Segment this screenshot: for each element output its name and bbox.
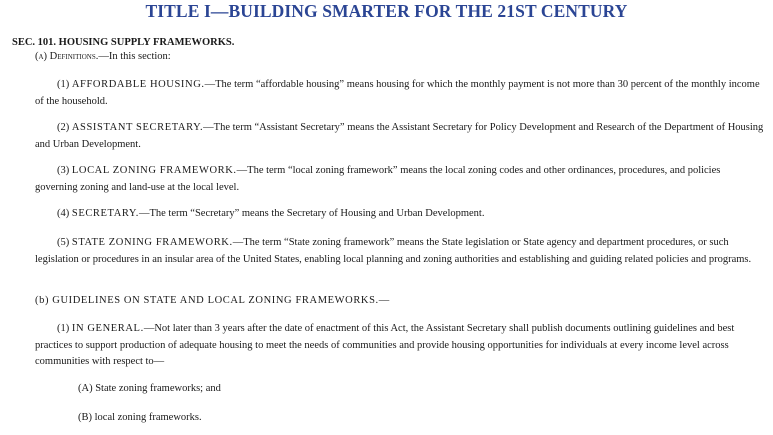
definition-item xyxy=(35,120,765,153)
definition-term: STATE ZONING FRAMEWORK. xyxy=(71,237,233,248)
definition-text: —The term “State zoning framework” means the State legislation or State agency and department procedures, or such legislation or procedures in an insular area of the United States, enabling local planning and zoning authorities and establishing and guiding related policies and programs. xyxy=(35,237,752,265)
subitem-b: (B) local zoning frameworks. xyxy=(78,412,202,423)
definitions-intro: —In this section: xyxy=(98,51,171,62)
general-text: —Not later than 3 years after the date of enactment of this Act, the Assistant Secretary shall publish documents outlining guidelines and best practices to support production of adequate housing to meet the needs of communities and provide housing opportunities for individuals at every income level across communities with respect to— xyxy=(35,323,735,367)
definitions-label: (a) Definitions. xyxy=(35,51,99,62)
definition-term: ASSISTANT SECRETARY. xyxy=(71,122,204,133)
definition-term: AFFORDABLE HOUSING. xyxy=(71,79,205,90)
definition-text: —The term “affordable housing” means housing for which the monthly payment is not more than 30 percent of the monthly income of the household. xyxy=(35,79,760,107)
guidelines-label: (b) GUIDELINES ON STATE AND LOCAL ZONING FRAMEWORKS. xyxy=(35,295,379,306)
definition-term: SECRETARY. xyxy=(71,208,139,219)
general-paragraph xyxy=(35,321,765,371)
definition-item xyxy=(35,235,765,268)
definition-number: (2) xyxy=(57,122,72,133)
subitem-a: (A) State zoning frameworks; and xyxy=(78,383,221,394)
guidelines-dash: — xyxy=(378,295,390,306)
document-title: TITLE I—BUILDING SMARTER FOR THE 21ST CENTURY xyxy=(145,1,628,21)
definition-item xyxy=(35,206,765,223)
definition-text: —The term “Assistant Secretary” means the Assistant Secretary for Policy Development and Research of the Department of Housing and Urban Development. xyxy=(35,122,764,150)
definitions-subsection xyxy=(35,51,171,62)
definition-item xyxy=(35,163,765,196)
definition-number: (3) xyxy=(57,165,72,176)
general-term: IN GENERAL. xyxy=(71,323,144,334)
definition-text: —The term “local zoning framework” means the local zoning codes and other ordinances, procedures, and policies governing zoning and land-use at the local level. xyxy=(35,165,721,193)
guidelines-subsection xyxy=(35,295,389,306)
definition-text: —The term “Secretary” means the Secretary of Housing and Urban Development. xyxy=(138,208,485,219)
general-number: (1) xyxy=(57,323,72,334)
definition-number: (1) xyxy=(57,79,72,90)
definition-number: (4) xyxy=(57,208,72,219)
definition-number: (5) xyxy=(57,237,72,248)
definition-item xyxy=(35,77,765,110)
definition-term: LOCAL ZONING FRAMEWORK. xyxy=(71,165,237,176)
section-heading: SEC. 101. HOUSING SUPPLY FRAMEWORKS. xyxy=(12,37,235,48)
